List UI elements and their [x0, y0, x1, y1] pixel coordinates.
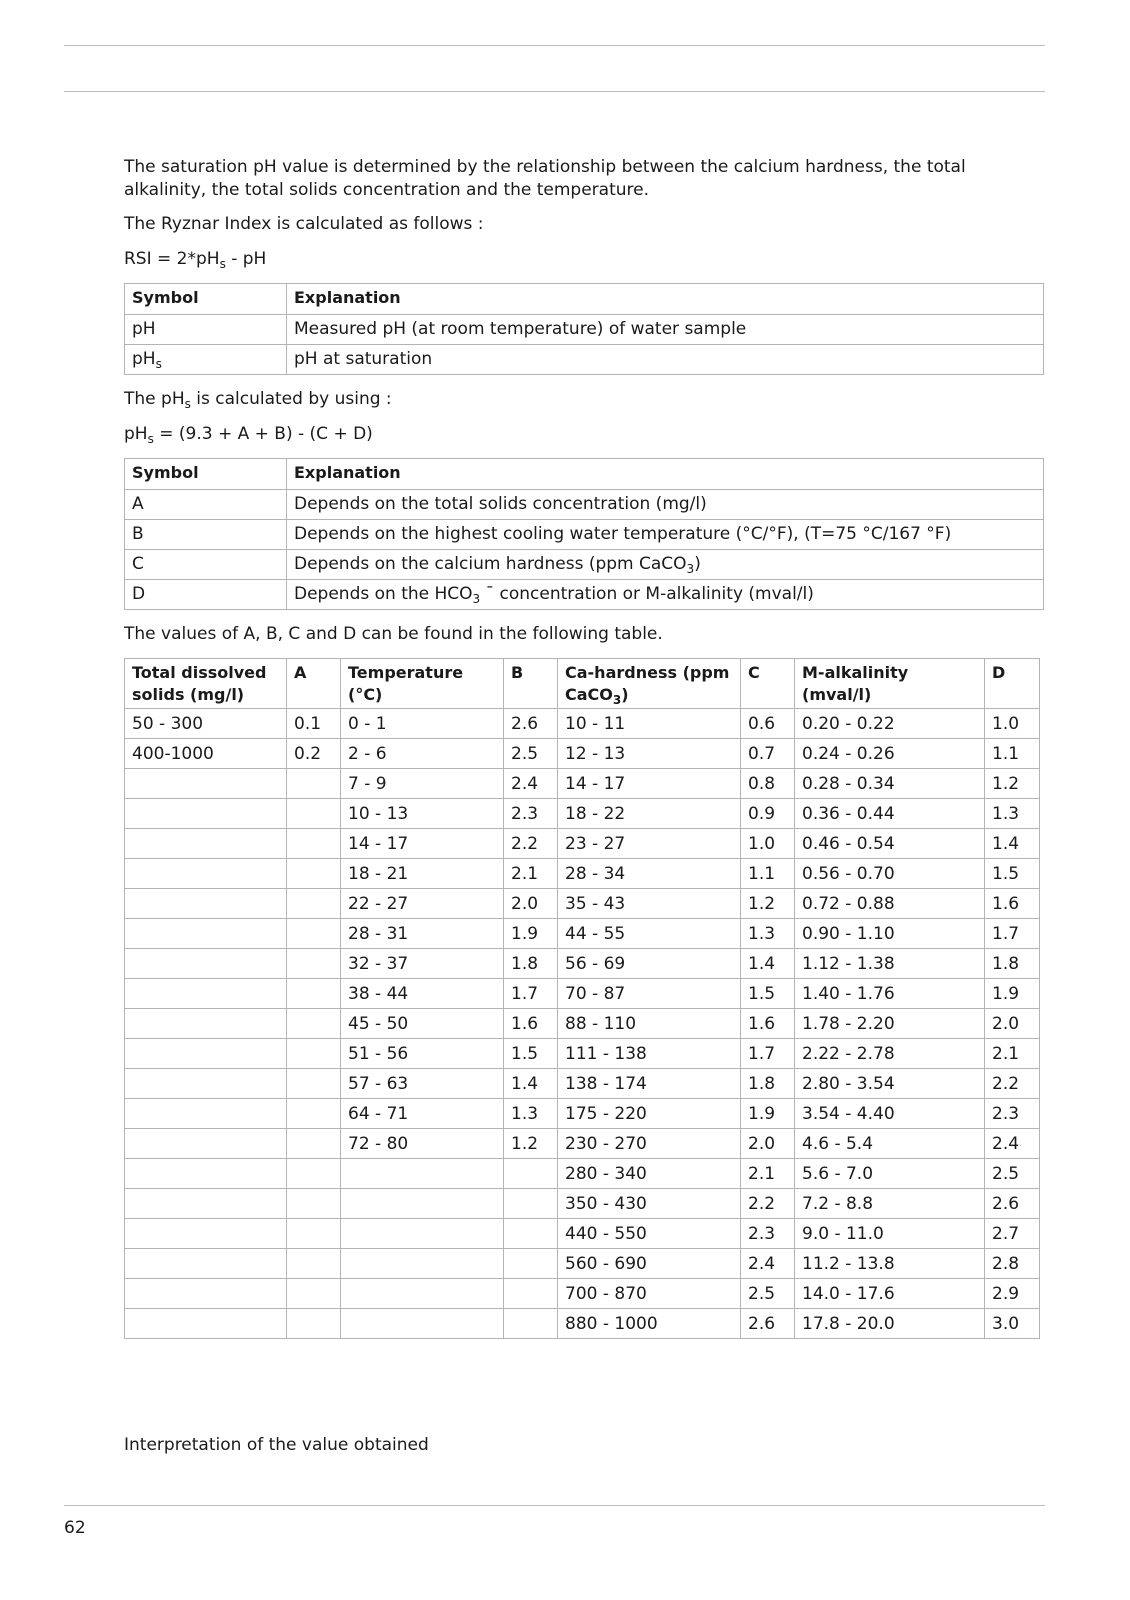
cell-a	[287, 1279, 341, 1309]
cell-a	[287, 829, 341, 859]
cell-b: 1.5	[504, 1039, 558, 1069]
cell-ca-hardness: 175 - 220	[558, 1099, 741, 1129]
table-row	[125, 520, 1044, 550]
cell-explanation: Depends on the $HCO_3$ ¯ concentration or M-alkalinity (mval/l)	[287, 580, 1044, 610]
table-row	[125, 769, 1040, 799]
cell-ca-hardness: 230 - 270	[558, 1129, 741, 1159]
cell-ca-hardness: 138 - 174	[558, 1069, 741, 1099]
cell-b: 1.9	[504, 919, 558, 949]
table-row	[125, 1309, 1040, 1339]
footer-rule	[64, 1505, 1045, 1506]
cell-a	[287, 889, 341, 919]
cell-b	[504, 1249, 558, 1279]
cell-ca-hardness: 700 - 870	[558, 1279, 741, 1309]
cell-tds	[125, 979, 287, 1009]
cell-m-alkalinity: 2.22 - 2.78	[795, 1039, 985, 1069]
cell-ca-hardness: 880 - 1000	[558, 1309, 741, 1339]
cell-temperature: 38 - 44	[341, 979, 504, 1009]
header-explanation: Explanation	[287, 284, 1044, 315]
cell-d: 2.7	[985, 1219, 1040, 1249]
cell-m-alkalinity: 0.36 - 0.44	[795, 799, 985, 829]
cell-b: 2.4	[504, 769, 558, 799]
cell-d: 1.8	[985, 949, 1040, 979]
cell-temperature: 51 - 56	[341, 1039, 504, 1069]
cell-b	[504, 1309, 558, 1339]
cell-symbol: pH	[125, 315, 287, 345]
cell-tds: 400-1000	[125, 739, 287, 769]
cell-d: 2.3	[985, 1099, 1040, 1129]
cell-m-alkalinity: 0.20 - 0.22	[795, 709, 985, 739]
cell-c: 1.2	[741, 889, 795, 919]
cell-temperature	[341, 1279, 504, 1309]
values-table	[124, 658, 1040, 1339]
cell-temperature: 7 - 9	[341, 769, 504, 799]
cell-d: 1.5	[985, 859, 1040, 889]
cell-c: 1.3	[741, 919, 795, 949]
cell-a	[287, 1189, 341, 1219]
cell-a	[287, 919, 341, 949]
table-row	[125, 1129, 1040, 1159]
table-row	[125, 490, 1044, 520]
cell-c: 2.0	[741, 1129, 795, 1159]
cell-d: 2.4	[985, 1129, 1040, 1159]
cell-ca-hardness: 12 - 13	[558, 739, 741, 769]
cell-c: 2.1	[741, 1159, 795, 1189]
cell-ca-hardness: 28 - 34	[558, 859, 741, 889]
table-row	[125, 889, 1040, 919]
cell-tds	[125, 1099, 287, 1129]
cell-a	[287, 979, 341, 1009]
cell-d: 2.0	[985, 1009, 1040, 1039]
cell-explanation: Depends on the calcium hardness (ppm CaCO$_3$)	[287, 550, 1044, 580]
table-row	[125, 1069, 1040, 1099]
cell-tds	[125, 1219, 287, 1249]
cell-symbol: $pH_s$	[125, 345, 287, 375]
cell-c: 1.7	[741, 1039, 795, 1069]
cell-tds	[125, 1279, 287, 1309]
cell-b: 1.3	[504, 1099, 558, 1129]
cell-a	[287, 949, 341, 979]
table-row	[125, 829, 1040, 859]
table-row	[125, 799, 1040, 829]
cell-b: 1.7	[504, 979, 558, 1009]
cell-a: 0.2	[287, 739, 341, 769]
cell-temperature	[341, 1249, 504, 1279]
cell-explanation: pH at saturation	[287, 345, 1044, 375]
cell-b: 1.4	[504, 1069, 558, 1099]
cell-tds	[125, 859, 287, 889]
symbol-table-phs	[124, 458, 1044, 610]
cell-symbol: C	[125, 550, 287, 580]
cell-d: 2.2	[985, 1069, 1040, 1099]
cell-tds	[125, 799, 287, 829]
cell-temperature	[341, 1219, 504, 1249]
cell-b	[504, 1159, 558, 1189]
cell-tds	[125, 829, 287, 859]
rsi-intro: The Ryznar Index is calculated as follows :	[124, 214, 484, 234]
phs-formula: $pH_s = (9.3 + A + B) - (C + D)$	[124, 424, 373, 446]
cell-m-alkalinity: 0.56 - 0.70	[795, 859, 985, 889]
cell-b: 1.6	[504, 1009, 558, 1039]
cell-d: 1.1	[985, 739, 1040, 769]
cell-temperature: 45 - 50	[341, 1009, 504, 1039]
cell-b: 2.5	[504, 739, 558, 769]
cell-temperature: 64 - 71	[341, 1099, 504, 1129]
cell-temperature: 32 - 37	[341, 949, 504, 979]
table-row	[125, 1189, 1040, 1219]
values-intro: The values of A, B, C and D can be found in the following table.	[124, 624, 663, 644]
cell-c: 1.6	[741, 1009, 795, 1039]
cell-symbol: B	[125, 520, 287, 550]
cell-ca-hardness: 560 - 690	[558, 1249, 741, 1279]
cell-explanation: Depends on the highest cooling water temperature (°C/°F), (T=75 °C/167 °F)	[287, 520, 1044, 550]
cell-ca-hardness: 88 - 110	[558, 1009, 741, 1039]
cell-c: 1.4	[741, 949, 795, 979]
table-row	[125, 1249, 1040, 1279]
cell-temperature: 72 - 80	[341, 1129, 504, 1159]
cell-tds	[125, 919, 287, 949]
cell-d: 2.5	[985, 1159, 1040, 1189]
cell-tds	[125, 769, 287, 799]
rsi-formula-sub: s	[219, 257, 226, 271]
cell-symbol: A	[125, 490, 287, 520]
cell-symbol: D	[125, 580, 287, 610]
header-a: A	[287, 659, 341, 709]
cell-m-alkalinity: 5.6 - 7.0	[795, 1159, 985, 1189]
cell-ca-hardness: 280 - 340	[558, 1159, 741, 1189]
header-total-dissolved-solids: Total dissolved solids (mg/l)	[125, 659, 287, 709]
cell-a	[287, 1099, 341, 1129]
cell-b: 2.2	[504, 829, 558, 859]
cell-ca-hardness: 23 - 27	[558, 829, 741, 859]
cell-a	[287, 1069, 341, 1099]
page-number: 62	[64, 1518, 86, 1538]
cell-m-alkalinity: 0.46 - 0.54	[795, 829, 985, 859]
cell-ca-hardness: 35 - 43	[558, 889, 741, 919]
cell-d: 1.6	[985, 889, 1040, 919]
cell-c: 0.7	[741, 739, 795, 769]
cell-m-alkalinity: 1.78 - 2.20	[795, 1009, 985, 1039]
cell-c: 0.6	[741, 709, 795, 739]
cell-ca-hardness: 111 - 138	[558, 1039, 741, 1069]
cell-c: 0.9	[741, 799, 795, 829]
cell-tds	[125, 949, 287, 979]
cell-c: 1.5	[741, 979, 795, 1009]
header-ca-hardness: Ca-hardness (ppm CaCO$_3$)	[558, 659, 741, 709]
cell-temperature	[341, 1189, 504, 1219]
table-row	[125, 1009, 1040, 1039]
cell-b	[504, 1219, 558, 1249]
cell-tds	[125, 1249, 287, 1279]
cell-c: 1.1	[741, 859, 795, 889]
cell-c: 2.5	[741, 1279, 795, 1309]
table-row	[125, 550, 1044, 580]
cell-a	[287, 1309, 341, 1339]
cell-a	[287, 1159, 341, 1189]
cell-d: 1.2	[985, 769, 1040, 799]
header-symbol: Symbol	[125, 284, 287, 315]
cell-m-alkalinity: 0.24 - 0.26	[795, 739, 985, 769]
cell-m-alkalinity: 9.0 - 11.0	[795, 1219, 985, 1249]
cell-d: 2.6	[985, 1189, 1040, 1219]
table-row	[125, 859, 1040, 889]
cell-tds	[125, 1309, 287, 1339]
cell-tds	[125, 1039, 287, 1069]
cell-ca-hardness: 44 - 55	[558, 919, 741, 949]
header-b: B	[504, 659, 558, 709]
cell-b: 2.3	[504, 799, 558, 829]
cell-temperature: 18 - 21	[341, 859, 504, 889]
table-row	[125, 709, 1040, 739]
cell-temperature	[341, 1309, 504, 1339]
rsi-formula-lhs: RSI = 2*pH	[124, 249, 220, 269]
cell-d: 2.1	[985, 1039, 1040, 1069]
cell-d: 2.8	[985, 1249, 1040, 1279]
cell-m-alkalinity: 4.6 - 5.4	[795, 1129, 985, 1159]
cell-m-alkalinity: 7.2 - 8.8	[795, 1189, 985, 1219]
cell-ca-hardness: 10 - 11	[558, 709, 741, 739]
cell-a	[287, 769, 341, 799]
cell-d: 2.9	[985, 1279, 1040, 1309]
cell-a	[287, 1129, 341, 1159]
cell-ca-hardness: 70 - 87	[558, 979, 741, 1009]
cell-temperature: 14 - 17	[341, 829, 504, 859]
cell-d: 3.0	[985, 1309, 1040, 1339]
cell-d: 1.0	[985, 709, 1040, 739]
cell-b	[504, 1279, 558, 1309]
table-header-row	[125, 284, 1044, 315]
cell-temperature: 22 - 27	[341, 889, 504, 919]
cell-c: 2.4	[741, 1249, 795, 1279]
header-c: C	[741, 659, 795, 709]
rsi-formula-rhs: - pH	[225, 249, 267, 269]
header-explanation: Explanation	[287, 459, 1044, 490]
cell-m-alkalinity: 2.80 - 3.54	[795, 1069, 985, 1099]
cell-m-alkalinity: 14.0 - 17.6	[795, 1279, 985, 1309]
table-row	[125, 580, 1044, 610]
cell-tds	[125, 1009, 287, 1039]
cell-a	[287, 1249, 341, 1279]
cell-a	[287, 1219, 341, 1249]
cell-ca-hardness: 350 - 430	[558, 1189, 741, 1219]
table-row	[125, 345, 1044, 375]
header-d: D	[985, 659, 1040, 709]
cell-tds	[125, 1129, 287, 1159]
cell-ca-hardness: 18 - 22	[558, 799, 741, 829]
table-row	[125, 1159, 1040, 1189]
cell-m-alkalinity: 0.72 - 0.88	[795, 889, 985, 919]
symbol-table-rsi	[124, 283, 1044, 375]
cell-explanation: Depends on the total solids concentration (mg/l)	[287, 490, 1044, 520]
table-row	[125, 739, 1040, 769]
cell-ca-hardness: 56 - 69	[558, 949, 741, 979]
intro-paragraph: The saturation pH value is determined by the relationship between the calcium hardness, the total alkalinity, the total solids concentration and the temperature.	[124, 157, 966, 200]
cell-a	[287, 1009, 341, 1039]
cell-d: 1.7	[985, 919, 1040, 949]
cell-c: 2.3	[741, 1219, 795, 1249]
table-row	[125, 1219, 1040, 1249]
table-row	[125, 979, 1040, 1009]
page-content	[124, 156, 1045, 1339]
header-rule-bottom	[64, 91, 1045, 92]
cell-d: 1.3	[985, 799, 1040, 829]
cell-c: 2.2	[741, 1189, 795, 1219]
cell-c: 1.0	[741, 829, 795, 859]
cell-explanation: Measured pH (at room temperature) of water sample	[287, 315, 1044, 345]
table-row	[125, 1039, 1040, 1069]
cell-m-alkalinity: 0.90 - 1.10	[795, 919, 985, 949]
cell-b: 1.2	[504, 1129, 558, 1159]
cell-c: 1.9	[741, 1099, 795, 1129]
table-row	[125, 315, 1044, 345]
cell-b	[504, 1189, 558, 1219]
cell-temperature: 57 - 63	[341, 1069, 504, 1099]
cell-m-alkalinity: 1.40 - 1.76	[795, 979, 985, 1009]
table-row	[125, 1099, 1040, 1129]
interpretation-heading: Interpretation of the value obtained	[124, 1435, 429, 1455]
cell-tds	[125, 1159, 287, 1189]
values-table-body	[125, 709, 1040, 1339]
table-row	[125, 949, 1040, 979]
table-header-row	[125, 459, 1044, 490]
cell-b: 2.1	[504, 859, 558, 889]
cell-tds	[125, 889, 287, 919]
cell-b: 1.8	[504, 949, 558, 979]
cell-d: 1.9	[985, 979, 1040, 1009]
cell-a: 0.1	[287, 709, 341, 739]
cell-a	[287, 799, 341, 829]
phs-intro: The $pH_s$ is calculated by using :	[124, 389, 392, 411]
cell-m-alkalinity: 1.12 - 1.38	[795, 949, 985, 979]
cell-m-alkalinity: 17.8 - 20.0	[795, 1309, 985, 1339]
cell-b: 2.0	[504, 889, 558, 919]
table-row	[125, 919, 1040, 949]
cell-ca-hardness: 14 - 17	[558, 769, 741, 799]
cell-c: 0.8	[741, 769, 795, 799]
header-symbol: Symbol	[125, 459, 287, 490]
cell-c: 1.8	[741, 1069, 795, 1099]
cell-tds	[125, 1189, 287, 1219]
cell-temperature	[341, 1159, 504, 1189]
cell-temperature: 0 - 1	[341, 709, 504, 739]
header-temperature: Temperature (°C)	[341, 659, 504, 709]
header-rule-top	[64, 45, 1045, 46]
rsi-formula	[124, 248, 1045, 271]
cell-a	[287, 1039, 341, 1069]
header-m-alkalinity: M-alkalinity (mval/l)	[795, 659, 985, 709]
cell-d: 1.4	[985, 829, 1040, 859]
cell-m-alkalinity: 11.2 - 13.8	[795, 1249, 985, 1279]
cell-temperature: 28 - 31	[341, 919, 504, 949]
cell-temperature: 10 - 13	[341, 799, 504, 829]
cell-m-alkalinity: 3.54 - 4.40	[795, 1099, 985, 1129]
cell-m-alkalinity: 0.28 - 0.34	[795, 769, 985, 799]
cell-temperature: 2 - 6	[341, 739, 504, 769]
cell-tds	[125, 1069, 287, 1099]
cell-c: 2.6	[741, 1309, 795, 1339]
table-header-row	[125, 659, 1040, 709]
cell-a	[287, 859, 341, 889]
cell-tds: 50 - 300	[125, 709, 287, 739]
table-row	[125, 1279, 1040, 1309]
cell-ca-hardness: 440 - 550	[558, 1219, 741, 1249]
cell-b: 2.6	[504, 709, 558, 739]
